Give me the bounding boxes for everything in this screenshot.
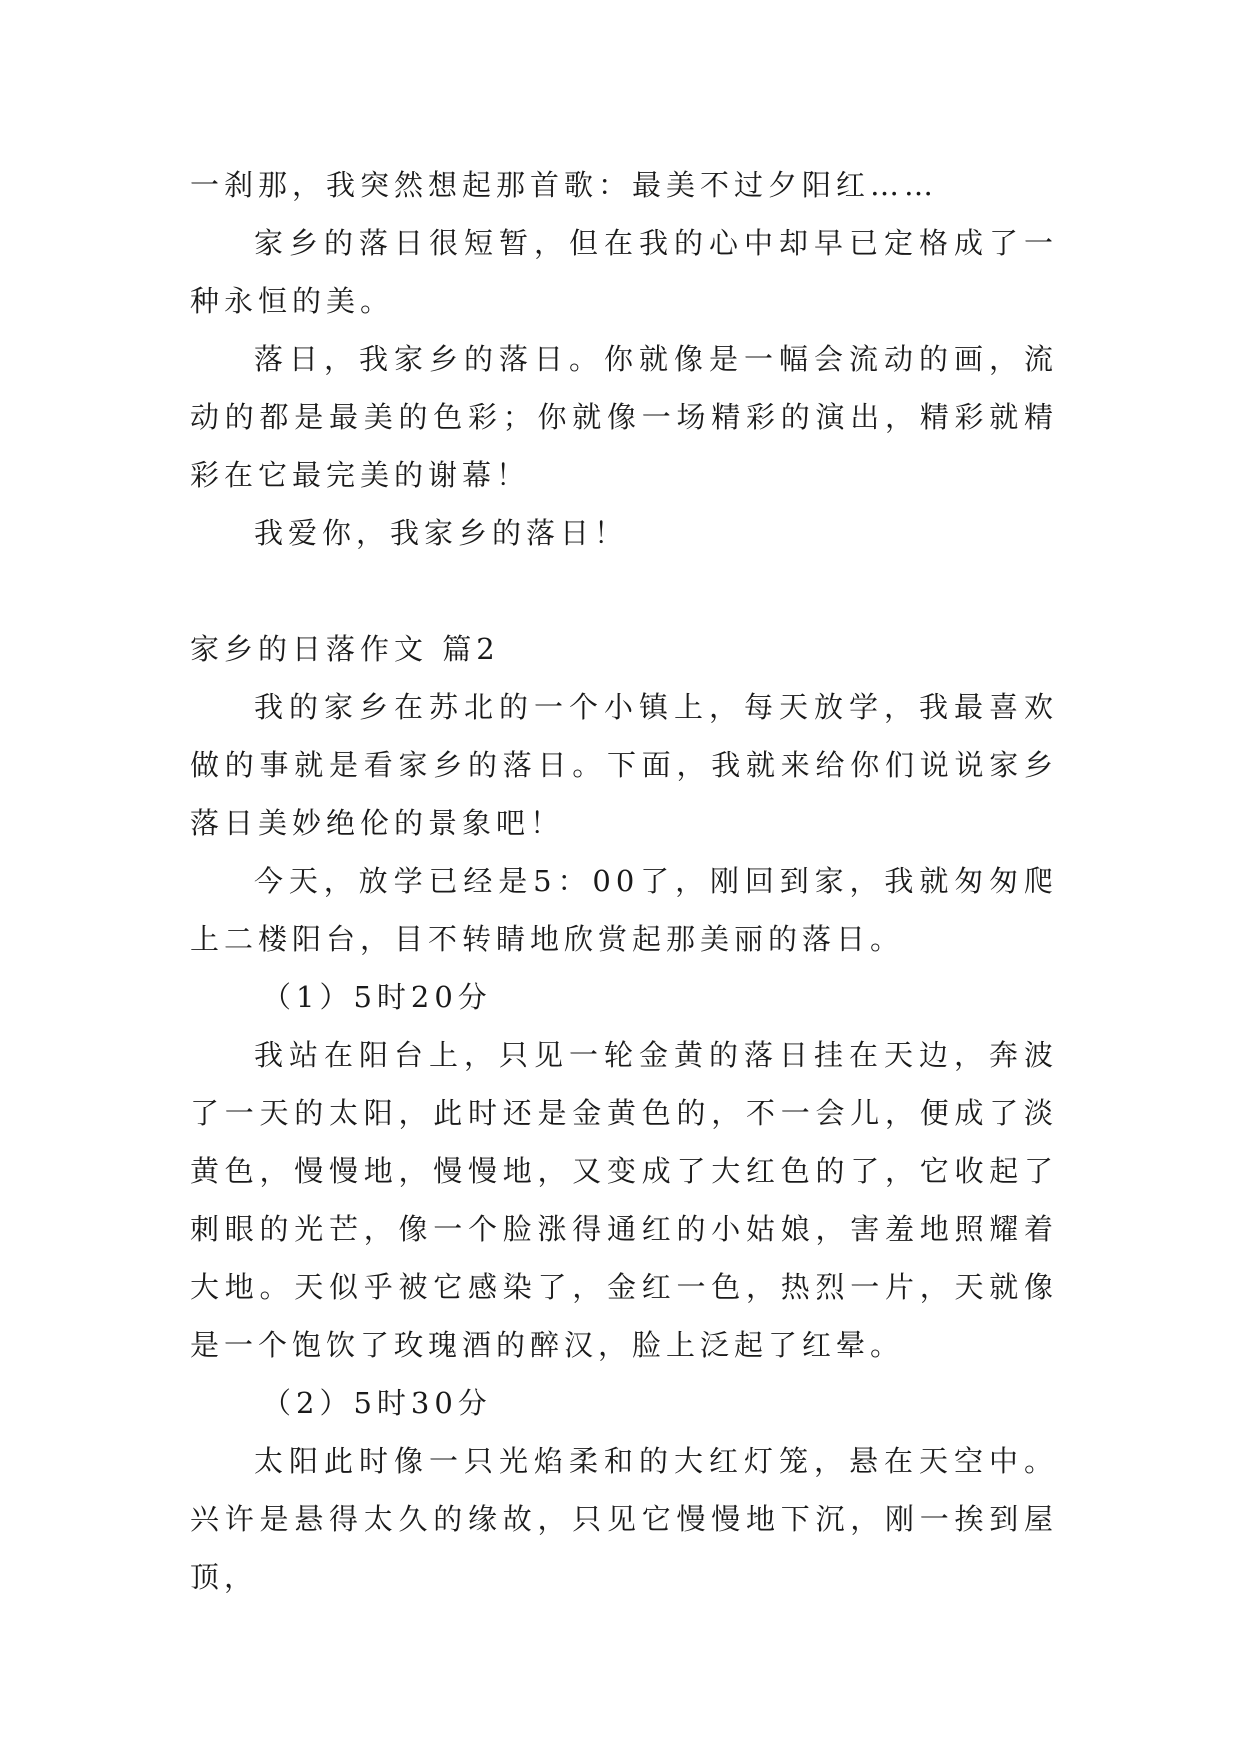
article-body (190, 156, 1058, 1606)
paragraph: 太阳此时像一只光焰柔和的大红灯笼，悬在天空中。兴许是悬得太久的缘故，只见它慢慢地下沉，刚一挨到屋顶， (190, 1444, 1058, 1594)
time-subheading: （2）5时30分 (262, 1386, 492, 1420)
paragraph: 我的家乡在苏北的一个小镇上，每天放学，我最喜欢做的事就是看家乡的落日。下面，我就来给你们说说家乡落日美妙绝伦的景象吧！ (190, 690, 1058, 840)
paragraph: 家乡的落日很短暂，但在我的心中却早已定格成了一种永恒的美。 (190, 226, 1058, 318)
paragraph-intro-line: 一刹那，我突然想起那首歌：最美不过夕阳红…… (190, 168, 939, 202)
paragraph: 今天，放学已经是5：00了，刚回到家，我就匆匆爬上二楼阳台，目不转睛地欣赏起那美丽的落日。 (190, 864, 1058, 956)
paragraph: 落日，我家乡的落日。你就像是一幅会流动的画，流动的都是最美的色彩；你就像一场精彩的演出，精彩就精彩在它最完美的谢幕！ (190, 342, 1058, 492)
paragraph: 我爱你，我家乡的落日！ (254, 516, 629, 550)
section-heading: 家乡的日落作文 篇2 (190, 632, 500, 666)
time-subheading: （1）5时20分 (262, 980, 492, 1014)
paragraph: 我站在阳台上，只见一轮金黄的落日挂在天边，奔波了一天的太阳，此时还是金黄色的，不一会儿，便成了淡黄色，慢慢地，慢慢地，又变成了大红色的了，它收起了刺眼的光芒，像一个脸涨得通红的小姑娘，害羞地照耀着大地。天似乎被它感染了，金红一色，热烈一片，天就像是一个饱饮了玫瑰酒的醉汉，脸上泛起了红晕。 (190, 1038, 1058, 1362)
